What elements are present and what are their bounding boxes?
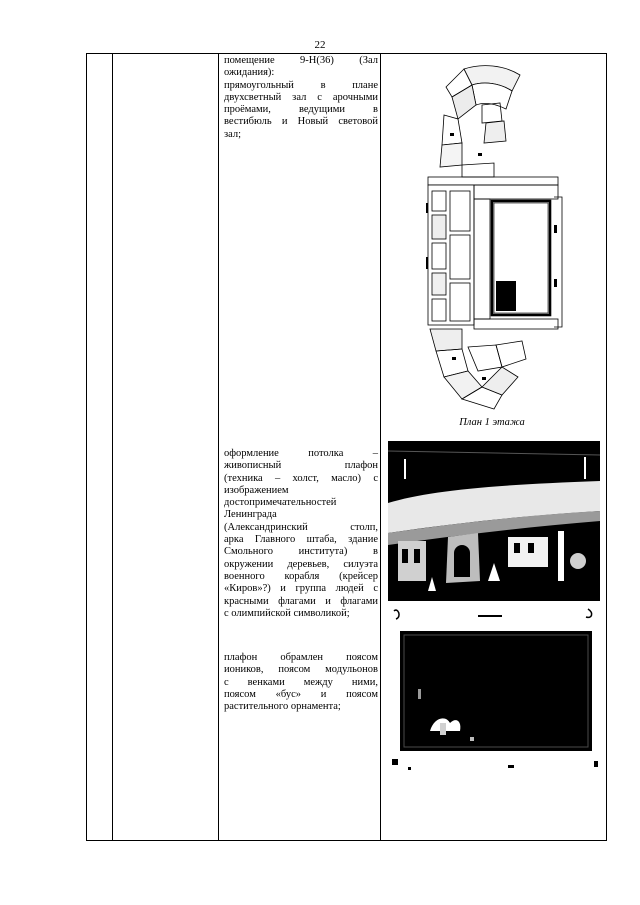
ceiling-line: арка Главного штаба, здание xyxy=(224,534,378,546)
ceiling-painting-photo xyxy=(388,441,600,601)
room-header-line-1: помещение 9-Н(36) (Зал xyxy=(224,55,378,66)
plan-caption: План 1 этажа xyxy=(459,417,525,428)
ceiling-line: изображением xyxy=(224,484,289,496)
room-header-line-2: ожидания): xyxy=(224,67,275,79)
room-description xyxy=(224,55,378,141)
ceiling-line: с олимпийской символикой; xyxy=(224,607,350,619)
frame-line: растительного орнамента; xyxy=(224,701,341,713)
ceiling-line: красными флагами и флагами xyxy=(224,595,378,607)
ceiling-line: (Александринский столп, xyxy=(224,521,378,533)
room-description-line-2: двухсветный зал с арочными xyxy=(224,91,378,103)
ceiling-detail-photo xyxy=(400,631,592,751)
ceiling-line: военного корабля (крейсер xyxy=(224,570,378,582)
ceiling-line: живописный плафон xyxy=(224,460,378,472)
ceiling-line: Смольного института) в xyxy=(224,546,378,558)
frame-line: иоников, поясом модульонов xyxy=(224,664,378,676)
room-description-line-4: вестибюль и Новый световой xyxy=(224,116,378,128)
room-description-line-5: зал; xyxy=(224,128,242,140)
ceiling-line: достопримечательностей xyxy=(224,497,337,509)
room-description-line-3: проёмами, ведущими в xyxy=(224,104,378,116)
floor-plan-image xyxy=(422,57,572,412)
page-number: 22 xyxy=(314,39,326,51)
photo-bottom-edge xyxy=(388,757,600,773)
table xyxy=(86,53,607,841)
ceiling-description xyxy=(224,448,378,620)
ceiling-line: оформление потолка – xyxy=(224,448,378,459)
frame-line: поясом «бус» и поясом xyxy=(224,688,378,700)
frame-line: с венками между ними, xyxy=(224,676,378,688)
ceiling-line: Ленинграда xyxy=(224,509,277,521)
room-description-line-1: прямоугольный в плане xyxy=(224,79,378,91)
ceiling-line: окружении деревьев, силуэта xyxy=(224,558,378,570)
frame-line: плафон обрамлен поясом xyxy=(224,652,378,663)
ceiling-line: «Киров»?) и группа людей с xyxy=(224,583,378,595)
photo-separator xyxy=(388,605,600,625)
frame-description xyxy=(224,652,378,713)
ceiling-line: (техника – холст, масло) с xyxy=(224,472,378,484)
